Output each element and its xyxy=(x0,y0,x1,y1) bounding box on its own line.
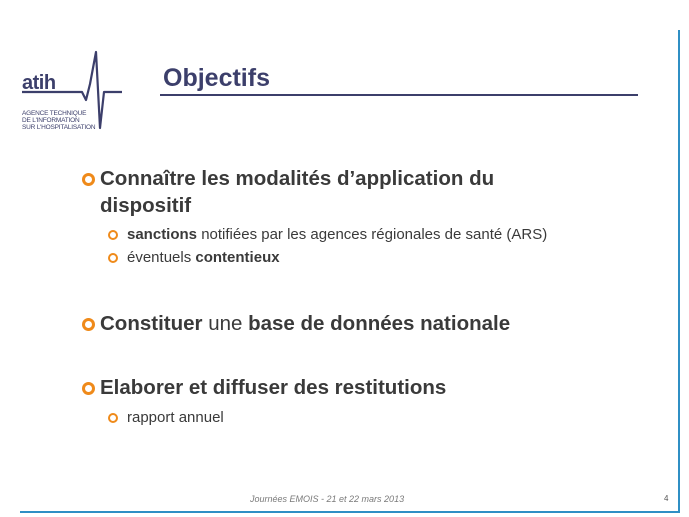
orange-ring-subbullet-icon xyxy=(108,413,118,423)
sub-bullet-rapport: rapport annuel xyxy=(127,409,224,426)
bullet-1-line-1: Connaître les modalités d’application du xyxy=(100,167,495,190)
bullet-2-bold-1: Constituer xyxy=(100,312,203,335)
logo-subtitle xyxy=(22,110,95,131)
orange-ring-bullet-icon xyxy=(82,318,95,331)
logo-word: atih xyxy=(22,72,56,94)
orange-ring-bullet-icon xyxy=(82,382,95,395)
sub-bullet-text: notifiées par les agences régionales de santé (ARS) xyxy=(197,226,548,243)
orange-ring-subbullet-icon xyxy=(108,230,118,240)
logo-sub-line: DE L'INFORMATION xyxy=(22,117,80,124)
sub-bullet-sanctions xyxy=(127,225,547,245)
title-underline xyxy=(160,94,638,96)
sub-bullet-bold: sanctions xyxy=(127,226,198,243)
sub-bullet-text: éventuels xyxy=(127,249,196,266)
bottom-border-rule xyxy=(20,511,680,513)
right-border-rule xyxy=(678,30,680,512)
logo-sub-line: AGENCE TECHNIQUE xyxy=(22,110,87,117)
bullet-2-bold-2: base de données nationale xyxy=(248,312,511,335)
footer-event: Journées EMOIS - 21 et 22 mars 2013 xyxy=(250,494,405,504)
bullet-2-mid: une xyxy=(202,312,249,335)
page-number: 4 xyxy=(664,494,669,503)
sub-bullet-bold: contentieux xyxy=(195,249,280,266)
orange-ring-bullet-icon xyxy=(82,173,95,186)
sub-bullet-contentieux xyxy=(127,248,280,268)
orange-ring-subbullet-icon xyxy=(108,253,118,263)
bullet-3: Elaborer et diffuser des restitutions xyxy=(100,376,447,399)
slide-title: Objectifs xyxy=(163,64,270,92)
logo-sub-line: SUR L'HOSPITALISATION xyxy=(22,124,96,131)
bullet-1-line-2: dispositif xyxy=(100,194,192,217)
atih-logo xyxy=(20,48,140,138)
bullet-2 xyxy=(100,311,510,337)
